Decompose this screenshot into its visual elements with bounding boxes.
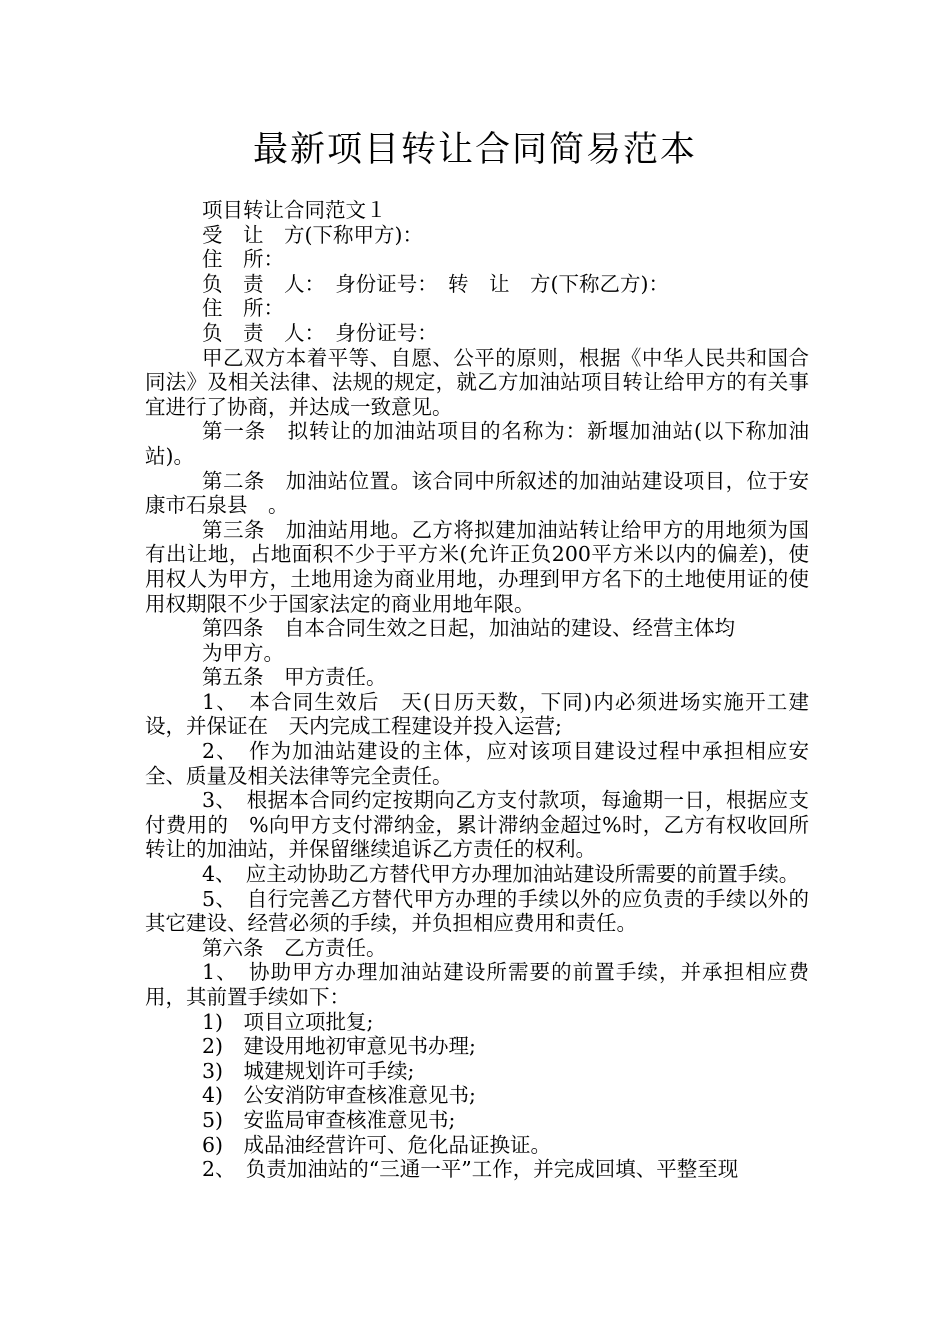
sub-item: 1) 项目立项批复; [202,1009,374,1034]
paragraph: 甲乙双方本着平等、自愿、公平的原则，根据《中华人民共和国合同法》及相关法律、法规的规定，就乙方加油站项目转让给甲方的有关事宜进行了协商，并达成一致意见。 [145,345,809,419]
list-item: 1、 本合同生效后 天(日历天数，下同)内必须进场实施开工建设，并保证在 天内完成工程建设并投入运营; [145,689,809,739]
sub-item: 2) 建设用地初审意见书办理; [202,1034,476,1059]
document-title: 最新项目转让合同简易范本 [252,130,697,170]
article: 第六条 乙方责任。 [202,935,387,960]
list-item: 3、 根据本合同约定按期向乙方支付款项，每逾期一日，根据应支付费用的 %向甲方支付滞纳金，累计滞纳金超过%时，乙方有权收回所转让的加油站，并保留继续追诉乙方责任的权利。 [145,788,809,862]
article: 第二条 加油站位置。该合同中所叙述的加油站建设项目，位于安康市石泉县 。 [145,468,809,518]
list-item: 4、 应主动协助乙方替代甲方办理加油站建设所需要的前置手续。 [202,862,800,887]
sub-item: 4) 公安消防审查核准意见书; [202,1083,476,1108]
sub-item: 6) 成品油经营许可、危化品证换证。 [202,1132,552,1157]
article: 第一条 拟转让的加油站项目的名称为：新堰加油站(以下称加油站)。 [145,419,809,468]
sub-item: 5) 安监局审查核准意见书; [202,1107,456,1132]
responsible-line: 负 责 人： 身份证号： [202,320,438,345]
article: 第三条 加油站用地。乙方将拟建加油站转让给甲方的用地须为国有出让地，占地面积不少于平方米(允许正负200平方米以内的偏差)，使用权人为甲方，土地用途为商业用地，办理到甲方名下的土地使用证的使用权期限不少于国家法定的商业用地年限。 [145,517,809,616]
article-continuation: 为甲方。 [202,640,284,665]
article: 第五条 甲方责任。 [202,665,387,690]
section-heading: 项目转让合同范文１ [202,198,387,222]
list-item: 5、 自行完善乙方替代甲方办理的手续以外的应负责的手续以外的其它建设、经营必须的手续，并负担相应费用和责任。 [145,886,809,936]
responsible-line: 负 责 人： 身份证号： 转 让 方(下称乙方)： [202,271,669,296]
list-item: 2、 负责加油站的“三通一平”工作，并完成回填、平整至现 [202,1157,739,1182]
article: 第四条 自本合同生效之日起，加油站的建设、经营主体均 [202,616,735,641]
list-item: 1、 协助甲方办理加油站建设所需要的前置手续，并承担相应费用，其前置手续如下： [145,960,809,1009]
address-line: 住 所： [202,296,284,321]
document-body [145,198,809,1182]
party-a-line: 受 让 方(下称甲方)： [202,222,423,247]
sub-item: 3) 城建规划许可手续; [202,1058,415,1083]
address-line: 住 所： [202,247,284,272]
list-item: 2、 作为加油站建设的主体，应对该项目建设过程中承担相应安全、质量及相关法律等完全责任。 [145,739,809,788]
